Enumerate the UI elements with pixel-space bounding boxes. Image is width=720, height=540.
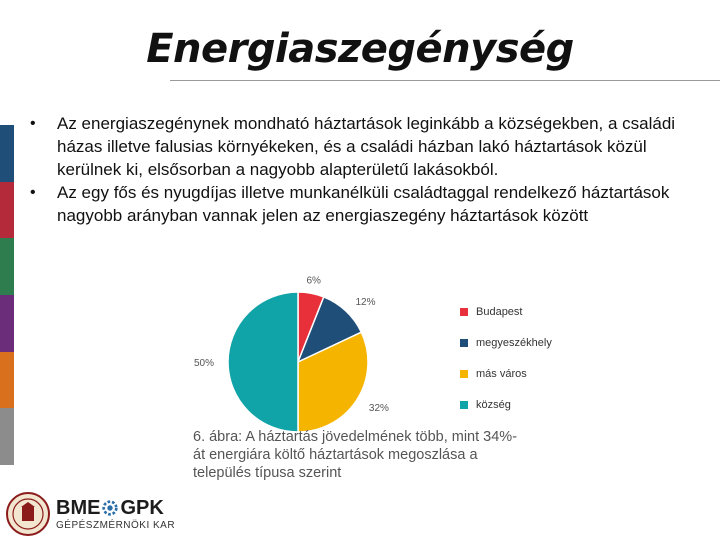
bullet-text: Az energiaszegénynek mondható háztartások leginkább a községekben, a családi házas illetve falusias környékeken, és a családi házban lakó háztartások közül kerülnek ki, elsősorban a nagyobb alapterületű lakásokból. [57,114,676,179]
legend-swatch [460,370,468,378]
legend-label: megyeszékhely [476,337,552,349]
university-seal-icon [6,492,50,536]
bullet-item [30,112,700,181]
legend-label: más város [476,368,527,380]
chart-caption: 6. ábra: A háztartás jövedelmének több, mint 34%-át energiára költő háztartások megoszlása a település típusa szerint [193,429,518,481]
strip-segment [0,182,14,239]
chart-legend [460,302,552,426]
legend-swatch [460,401,468,409]
legend-item [460,395,552,415]
bullet-marker: • [30,115,36,132]
pie-slice-község [228,292,298,432]
bullet-item [30,181,700,227]
bme-gpk-logo [6,492,175,536]
logo-right-text: GPK [120,496,164,519]
bullet-list [30,112,700,227]
legend-item [460,302,552,322]
legend-swatch [460,308,468,316]
legend-label: Budapest [476,306,523,318]
strip-segment [0,238,14,295]
pie-data-label: 32% [368,403,389,415]
pie-data-label: 12% [355,296,376,308]
bullet-marker: • [30,184,36,201]
bullet-text: Az egy fős és nyugdíjas illetve munkanélküli családtaggal rendelkező háztartások nagyobb arányban vannak jelen az energiaszegény háztartások között [57,183,670,225]
strip-segment [0,408,14,465]
legend-label: község [476,399,511,411]
pie-data-label: 50% [193,358,214,369]
logo-subtitle: GÉPÉSZMÉRNÖKI KAR [56,519,176,531]
strip-segment [0,125,14,182]
logo-left-text: BME [56,496,101,519]
side-color-strip [0,125,14,465]
title-divider [170,80,720,81]
legend-swatch [460,339,468,347]
legend-item [460,333,552,353]
gear-icon [101,499,119,517]
strip-segment [0,352,14,409]
slide-title: Energiaszegénység [146,26,574,72]
pie-data-label: 6% [306,275,321,287]
legend-item [460,364,552,384]
strip-segment [0,295,14,352]
